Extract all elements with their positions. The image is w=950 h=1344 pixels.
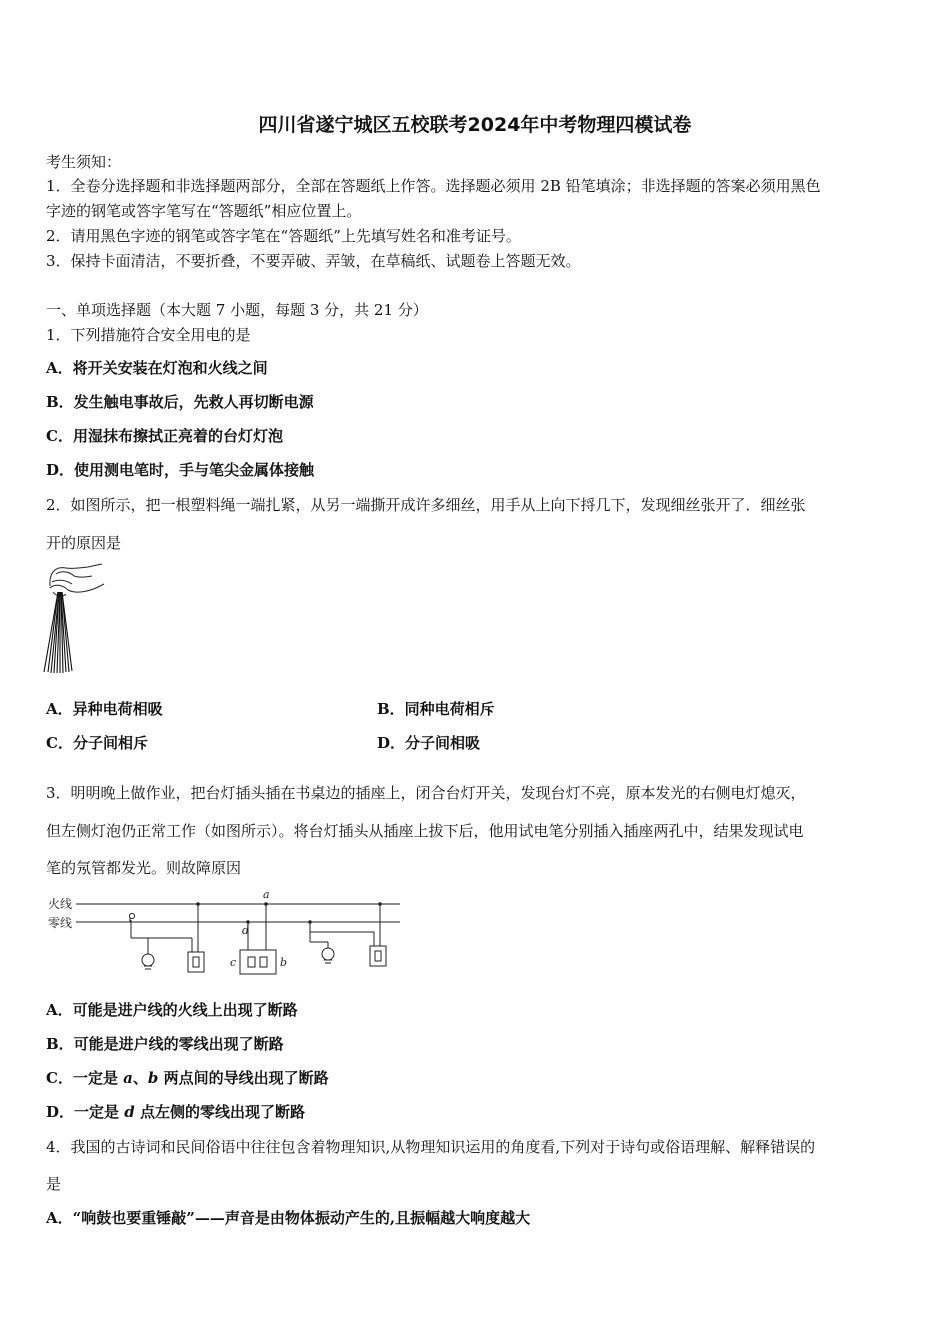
q1-option-c: C．用湿抹布擦拭正亮着的台灯灯泡 bbox=[46, 427, 283, 445]
q3-option-d-suffix: 点左侧的零线出现了断路 bbox=[134, 1103, 305, 1121]
notice-line-2: 2．请用黑色字迹的钢笔或答字笔在“答题纸”上先填写姓名和准考证号。 bbox=[46, 227, 521, 245]
notice-line-3: 3．保持卡面清洁，不要折叠，不要弄破、弄皱，在草稿纸、试题卷上答题无效。 bbox=[46, 252, 581, 270]
q3-option-c-var-b: b bbox=[147, 1069, 159, 1087]
q4-stem-line-2: 是 bbox=[46, 1175, 62, 1193]
q3-option-a: A．可能是进户线的火线上出现了断路 bbox=[46, 1001, 298, 1019]
q1-option-b: B．发生触电事故后，先救人再切断电源 bbox=[46, 393, 314, 411]
notice-heading: 考生须知： bbox=[46, 153, 122, 171]
q2-option-a: A．异种电荷相吸 bbox=[46, 700, 163, 718]
q3-option-d-prefix: D．一定是 bbox=[46, 1103, 125, 1121]
neutral-wire-label: 零线 bbox=[48, 916, 73, 930]
q3-stem-line-2: 但左侧灯泡仍正常工作（如图所示）。将台灯插头从插座上拔下后，他用试电笔分别插入插座两孔中，结果发现试电 bbox=[46, 822, 804, 840]
q3-option-d bbox=[46, 1105, 305, 1120]
live-wire-label: 火线 bbox=[48, 897, 73, 911]
wall-socket bbox=[240, 950, 276, 974]
q2-option-b: B．同种电荷相斥 bbox=[377, 700, 495, 718]
right-switch bbox=[370, 946, 386, 966]
q3-option-b: B．可能是进户线的零线出现了断路 bbox=[46, 1035, 284, 1053]
q1-option-d: D．使用测电笔时，手与笔尖金属体接触 bbox=[46, 461, 315, 479]
q4-option-a: A．“响鼓也要重锤敲”——声音是由物体振动产生的,且振幅越大响度越大 bbox=[46, 1209, 531, 1227]
q3-circuit-diagram bbox=[44, 886, 414, 986]
notice-line-1b: 字迹的钢笔或答字笔写在“答题纸”相应位置上。 bbox=[46, 202, 362, 220]
section-heading: 一、单项选择题（本大题 7 小题，每题 3 分，共 21 分） bbox=[46, 301, 428, 319]
page-title: 四川省遂宁城区五校联考2024年中考物理四模试卷 bbox=[258, 114, 692, 136]
q3-option-c-var-a: a bbox=[123, 1069, 133, 1087]
point-d-label: d bbox=[242, 924, 250, 937]
point-a-label: a bbox=[263, 888, 270, 901]
q3-stem-line-3: 笔的氖管都发光。则故障原因 bbox=[46, 859, 242, 877]
point-b-label: b bbox=[280, 956, 288, 969]
q2-figure-hand-strands bbox=[40, 560, 110, 678]
q2-option-c: C．分子间相斥 bbox=[46, 734, 148, 752]
notice-line-1a: 1．全卷分选择题和非选择题两部分，全部在答题纸上作答。选择题必须用 2B 铅笔填涂；非选择题的答案必须用黑色 bbox=[46, 177, 821, 195]
q3-option-c-sep: 、 bbox=[132, 1069, 148, 1087]
q2-option-d: D．分子间相吸 bbox=[377, 734, 481, 752]
q2-stem-line-2: 开的原因是 bbox=[46, 534, 122, 552]
left-switch bbox=[188, 952, 204, 972]
q3-option-c-suffix: 两点间的导线出现了断路 bbox=[158, 1069, 329, 1087]
left-lamp bbox=[142, 954, 154, 966]
right-lamp bbox=[322, 948, 334, 960]
q4-stem-line-1: 4．我国的古诗词和民间俗语中往往包含着物理知识,从物理知识运用的角度看,下列对于诗句或俗语理解、解释错误的 bbox=[46, 1138, 816, 1156]
q1-option-a: A．将开关安装在灯泡和火线之间 bbox=[46, 359, 268, 377]
q2-stem-line-1: 2．如图所示，把一根塑料绳一端扎紧，从另一端撕开成许多细丝，用手从上向下捋几下，发现细丝张开了．细丝张 bbox=[46, 496, 806, 514]
point-c-label: c bbox=[230, 956, 237, 969]
q3-option-c-prefix: C．一定是 bbox=[46, 1069, 124, 1087]
q1-stem: 1．下列措施符合安全用电的是 bbox=[46, 326, 251, 344]
q3-stem-line-1: 3．明明晚上做作业，把台灯插头插在书桌边的插座上，闭合台灯开关，发现台灯不亮，原本发光的右侧电灯熄灭， bbox=[46, 784, 806, 802]
q3-option-c bbox=[46, 1071, 329, 1086]
q3-option-d-var: d bbox=[124, 1103, 135, 1121]
